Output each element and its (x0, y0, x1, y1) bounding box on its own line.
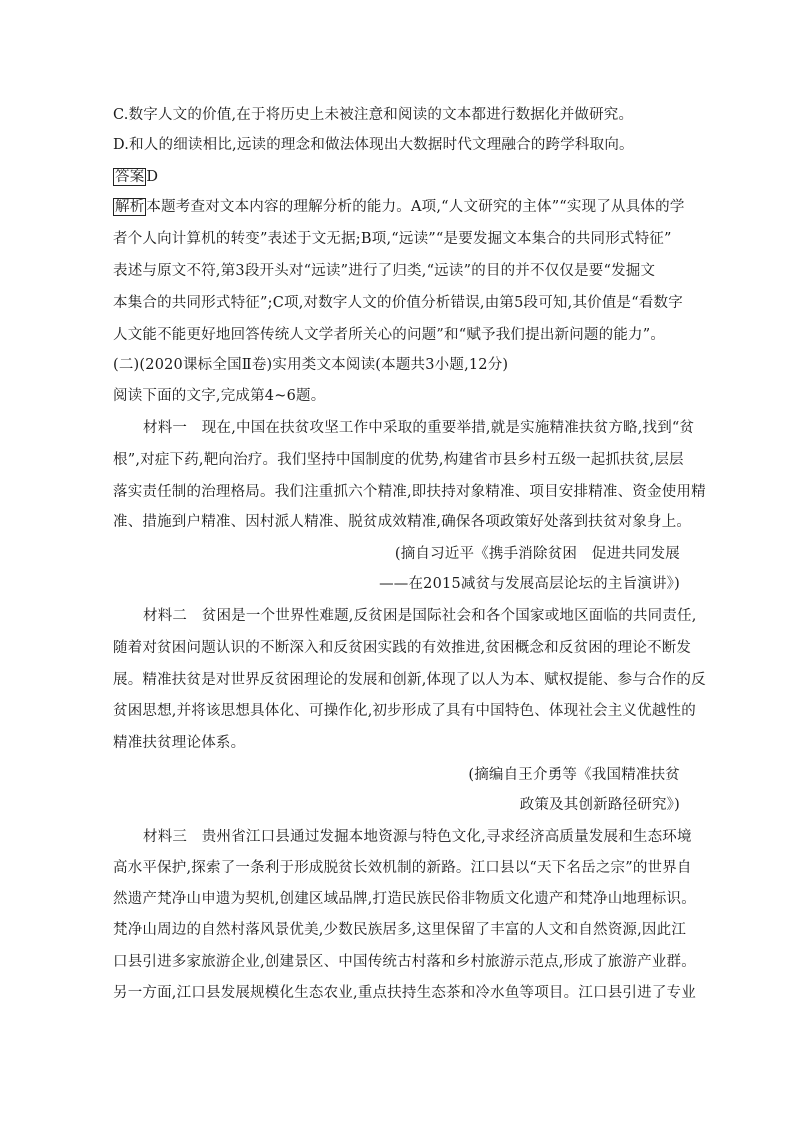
analysis-text: 者个人向计算机的转变”表述于文无据;B项,“远读”“是要发掘文本集合的共同形式特征” (113, 231, 672, 247)
material2-text: 精准扶贫理论体系。 (113, 735, 246, 751)
section-instruction: 阅读下面的文字,完成第4~6题。 (113, 388, 326, 404)
option-c: C.数字人文的价值,在于将历史上未被注意和阅读的文本都进行数据化并做研究。 (113, 107, 634, 123)
material3-text: 然遗产梵净山申遗为契机,创建区域品牌,打造民族民俗非物质文化遗产和梵净山地理标识。 (113, 891, 696, 907)
answer-value: D (146, 169, 159, 185)
material3-text: 口县引进多家旅游企业,创建景区、中国传统古村落和乡村旅游示范点,形成了旅游产业群。 (113, 954, 696, 970)
material3-text: 梵净山周边的自然村落风景优美,少数民族居多,这里保留了丰富的人文和自然资源,因此江 (113, 922, 687, 938)
material3-text: 材料三 贵州省江口县通过发掘本地资源与特色文化,寻求经济高质量发展和生态环境 (143, 829, 692, 845)
material1-text: 根”,对症下药,靶向治疗。我们坚持中国制度的优势,构建省市县乡村五级一起抓扶贫,层层 (113, 452, 684, 468)
material3-text: 另一方面,江口县发展规模化生态农业,重点扶持生态茶和冷水鱼等项目。江口县引进了专业 (113, 985, 696, 1001)
analysis-text: 本题考查对文本内容的理解分析的能力。A项,“人文研究的主体”“实现了从具体的学 (146, 199, 685, 215)
material2-source: 政策及其创新路径研究》) (519, 797, 680, 813)
material3-text: 高水平保护,探索了一条利于形成脱贫长效机制的新路。江口县以“天下名岳之宗”的世界自 (113, 860, 692, 876)
material2-text: 随着对贫困问题认识的不断深入和反贫困实践的有效推进,贫困概念和反贫困的理论不断发 (113, 640, 692, 656)
analysis-line (113, 195, 685, 216)
material1-text: 材料一 现在,中国在扶贫攻坚工作中采取的重要举措,就是实施精准扶贫方略,找到“贫 (143, 420, 695, 436)
analysis-text: 表述与原文不符,第3段开头对“远读”进行了归类,“远读”的目的并不仅仅是要“发掘文 (113, 263, 656, 279)
answer-line (113, 165, 158, 186)
analysis-label: 解析 (115, 199, 145, 215)
material2-text: 贫困思想,并将该思想具体化、可操作化,初步形成了具有中国特色、体现社会主义优越性的 (113, 703, 696, 719)
material2-text: 展。精准扶贫是对世界反贫困理论的发展和创新,体现了以人为本、赋权提能、参与合作的反 (113, 672, 706, 688)
material1-source: (摘自习近平《携手消除贫困 促进共同发展 (394, 546, 680, 562)
material2-source: (摘编自王介勇等《我国精准扶贫 (468, 767, 680, 783)
material2-text: 材料二 贫困是一个世界性难题,反贫困是国际社会和各个国家或地区面临的共同责任, (143, 608, 697, 624)
analysis-text: 人文能不能更好地回答传统人文学者所关心的问题”和“赋予我们提出新问题的能力”。 (113, 327, 666, 343)
material1-text: 准、措施到户精准、因村派人精准、脱贫成效精准,确保各项政策好处落到扶贫对象身上。 (113, 514, 692, 530)
material1-source: ——在2015减贫与发展高层论坛的主旨演讲》) (379, 576, 680, 592)
section-heading: (二)(2020课标全国Ⅱ卷)实用类文本阅读(本题共3小题,12分) (113, 357, 509, 373)
analysis-text: 本集合的共同形式特征”;C项,对数字人文的价值分析错误,由第5段可知,其价值是“看数字 (113, 295, 683, 311)
answer-label: 答案 (115, 169, 145, 185)
option-d: D.和人的细读相比,远读的理念和做法体现出大数据时代文理融合的跨学科取向。 (113, 137, 634, 153)
material1-text: 落实责任制的治理格局。我们注重抓六个精准,即扶持对象精准、项目安排精准、资金使用精 (113, 484, 706, 500)
